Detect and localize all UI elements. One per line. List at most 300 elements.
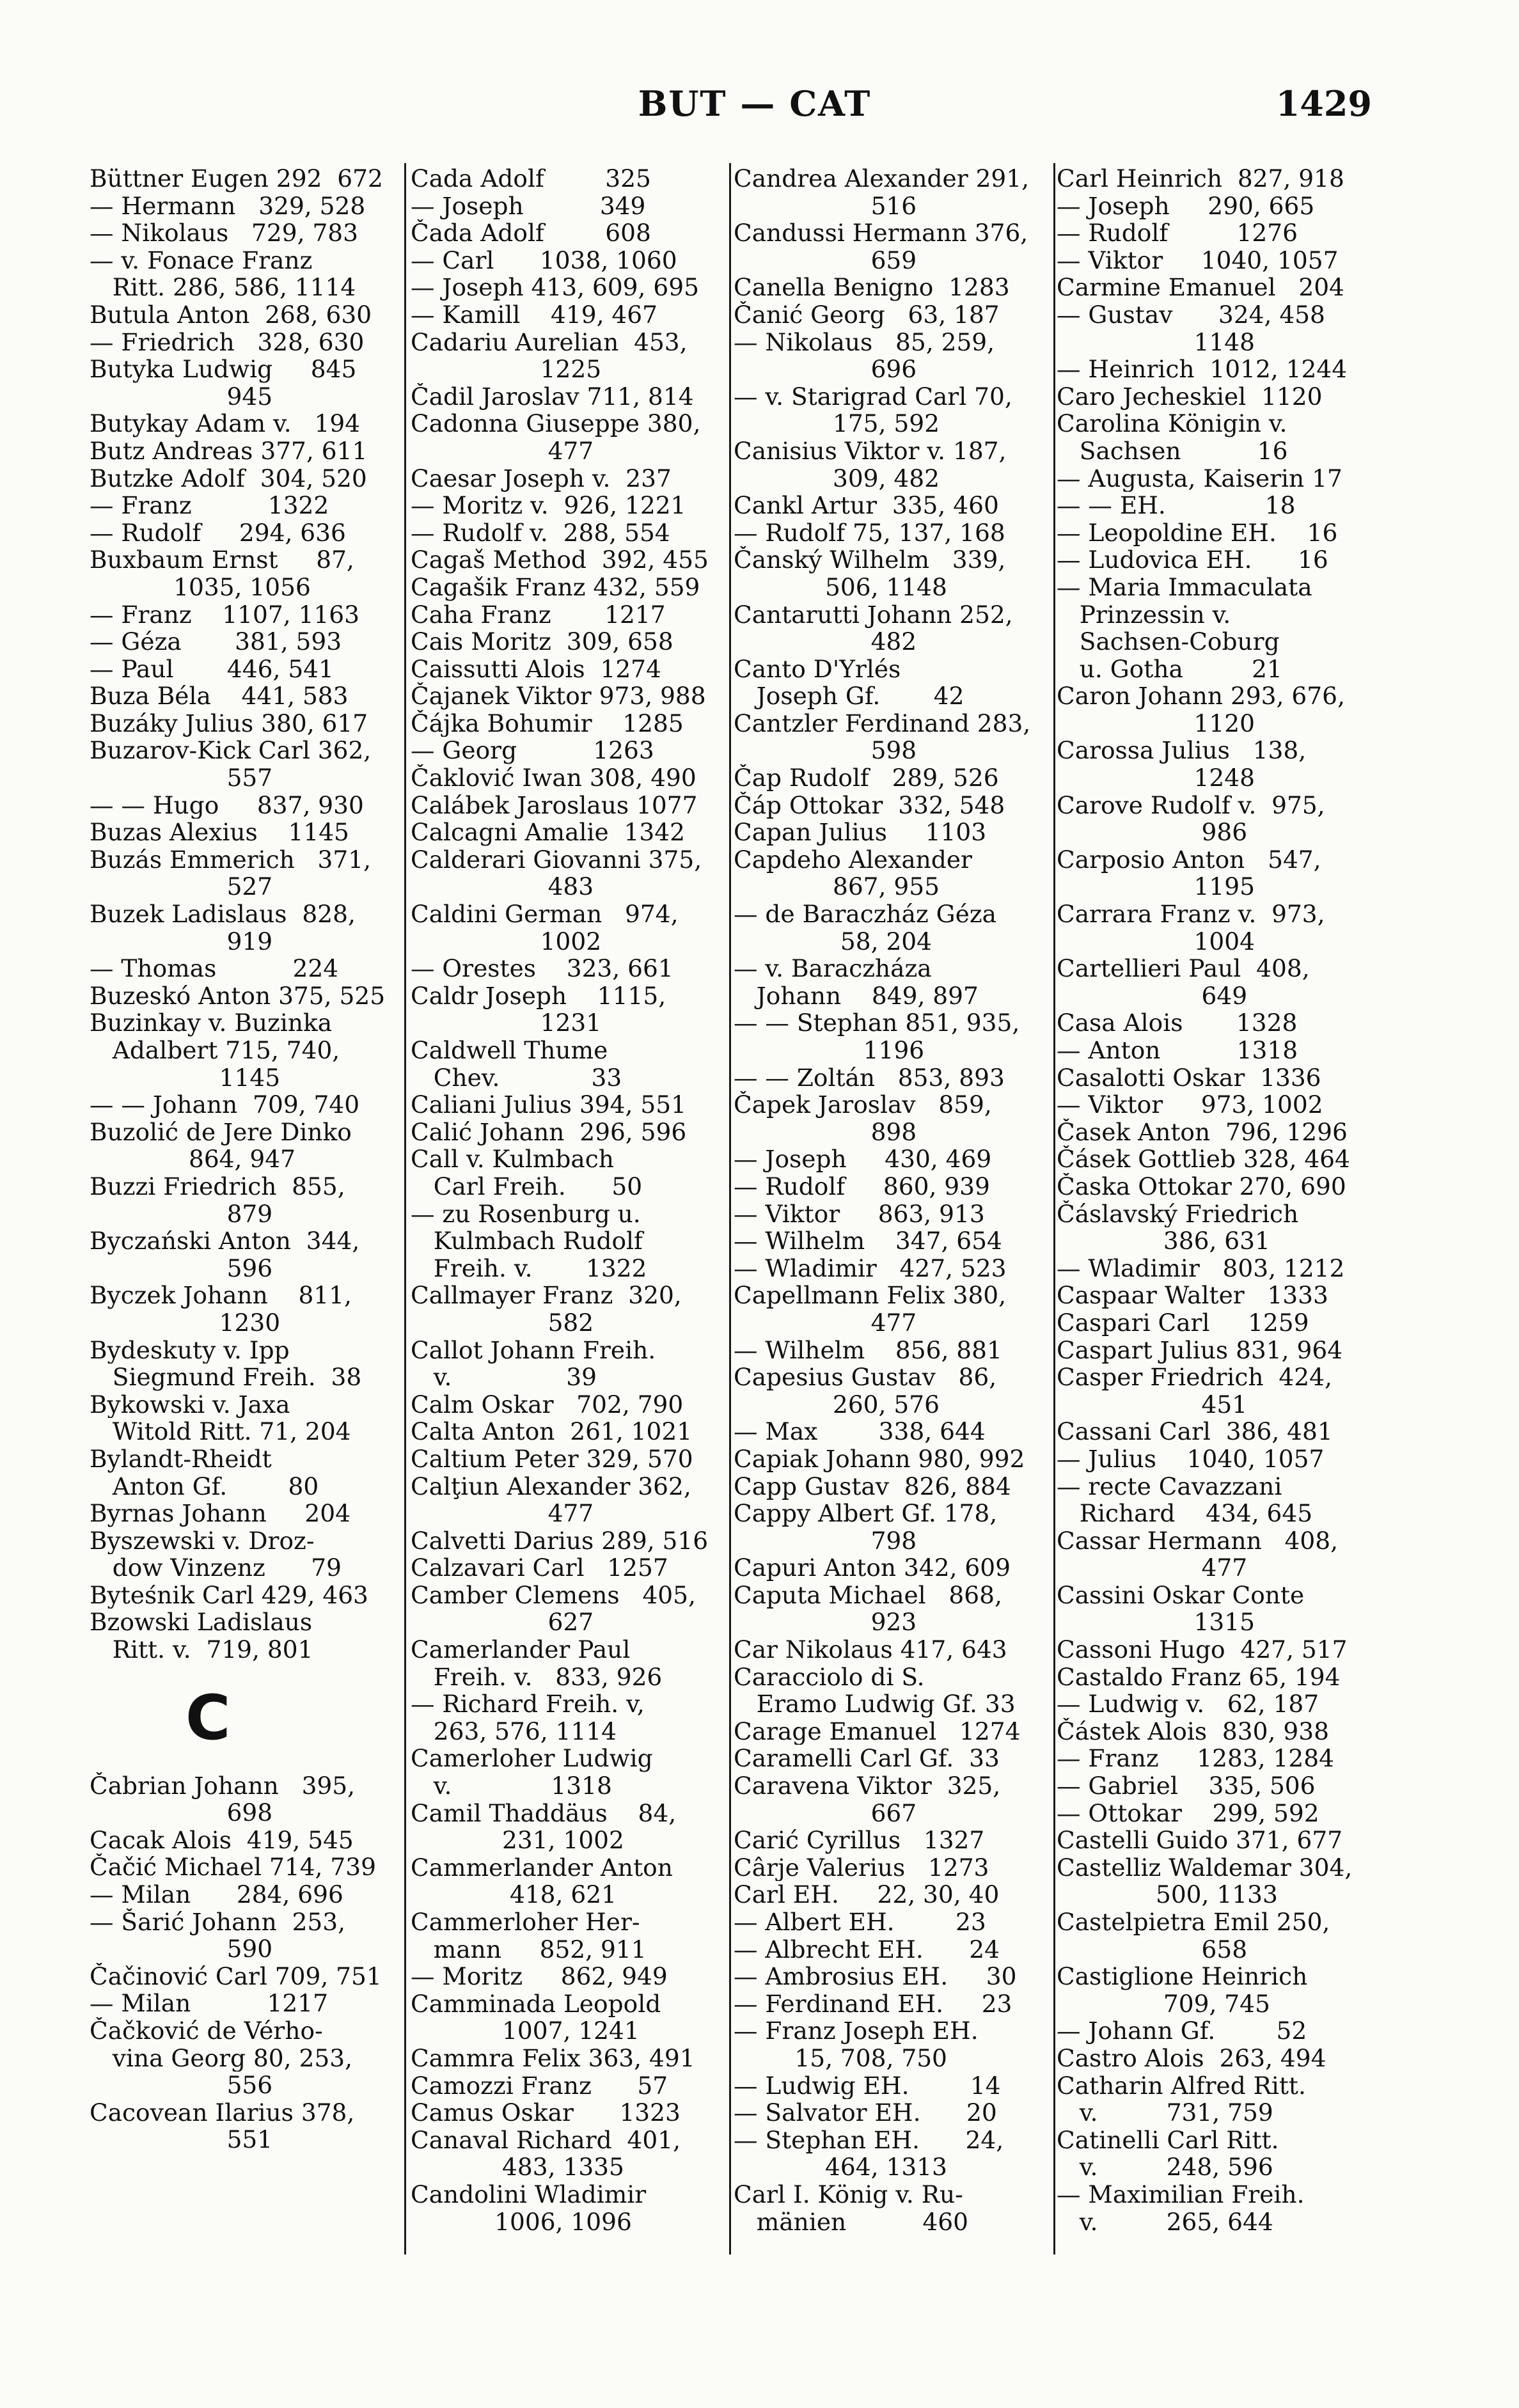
index-column-3 xyxy=(734,165,1046,2256)
index-entry-line: Cammra Felix 363, 491 xyxy=(411,2044,695,2072)
index-entry-line: — Friedrich 328, 630 xyxy=(90,328,365,356)
index-entry-line: v. 1318 xyxy=(411,1772,612,1800)
index-entry-line: 231, 1002 xyxy=(411,1827,624,1854)
index-entry-line: Call v. Kulmbach xyxy=(411,1145,614,1173)
index-entry-line: 1315 xyxy=(1057,1609,1255,1637)
index-entry-line: — Moritz 862, 949 xyxy=(411,1963,668,1990)
index-entry-line: Camerloher Ludwig xyxy=(411,1745,653,1773)
index-entry-line: 698 xyxy=(90,1799,273,1827)
index-entry-line: 260, 576 xyxy=(734,1390,940,1419)
index-entry-line: 263, 576, 1114 xyxy=(411,1717,617,1745)
index-entry-line: — Wladimir 803, 1212 xyxy=(1057,1254,1345,1282)
index-entry-line: — Franz 1322 xyxy=(90,492,329,519)
index-entry-line: Cantzler Ferdinand 283, xyxy=(734,709,1031,737)
index-entry-line: — Augusta, Kaiserin 17 xyxy=(1057,464,1342,492)
index-entry-line: Car Nikolaus 417, 643 xyxy=(734,1636,1007,1664)
index-entry-line: Carossa Julius 138, xyxy=(1057,737,1307,765)
index-entry-line: — — Hugo 837, 930 xyxy=(90,791,364,819)
index-entry-line: Bykowski v. Jaxa xyxy=(90,1390,290,1419)
index-entry-line: 386, 631 xyxy=(1057,1227,1270,1255)
index-entry-line: Casalotti Oskar 1336 xyxy=(1057,1064,1321,1092)
index-entry-line: — Johann Gf. 52 xyxy=(1057,2017,1307,2045)
index-entry-line: 1148 xyxy=(1057,328,1255,356)
index-entry-line: Carolina Königin v. xyxy=(1057,410,1287,437)
index-entry-line: Byszewski v. Droz- xyxy=(90,1527,315,1555)
index-entry-line: Calić Johann 296, 596 xyxy=(411,1118,687,1146)
index-entry-line: — de Baraczház Géza xyxy=(734,901,996,928)
index-column-1 xyxy=(90,165,400,2256)
index-entry-line: 582 xyxy=(411,1309,594,1337)
index-entry-line: Callot Johann Freih. xyxy=(411,1336,656,1364)
index-entry-line: Caldini German 974, xyxy=(411,901,679,928)
index-entry-line: 15, 708, 750 xyxy=(734,2044,947,2072)
index-entry-line: Calţiun Alexander 362, xyxy=(411,1472,691,1500)
index-entry-line: Caltium Peter 329, 570 xyxy=(411,1445,693,1473)
index-entry-line: 477 xyxy=(1057,1554,1248,1582)
index-entry-line: Byczański Anton 344, xyxy=(90,1227,360,1255)
index-entry-line: Buzarov-Kick Carl 362, xyxy=(90,737,372,765)
index-entry-line: Čásek Gottlieb 328, 464 xyxy=(1057,1145,1350,1173)
index-entry-line: Witold Ritt. 71, 204 xyxy=(90,1418,351,1445)
index-entry-line: Caramelli Carl Gf. 33 xyxy=(734,1745,1000,1773)
index-entry-line: 556 xyxy=(90,2072,273,2099)
index-entry-line: — Maria Immaculata xyxy=(1057,573,1312,601)
index-entry-line: Camozzi Franz 57 xyxy=(411,2072,668,2100)
index-entry-line: Capp Gustav 826, 884 xyxy=(734,1472,1011,1500)
index-entry-line: 482 xyxy=(734,628,917,656)
index-entry-line: Callmayer Franz 320, xyxy=(411,1282,682,1309)
index-column-2 xyxy=(411,165,723,2256)
index-entry-line: Byczek Johann 811, xyxy=(90,1282,352,1309)
index-entry-line: — Viktor 973, 1002 xyxy=(1057,1091,1323,1119)
index-entry-line: — Richard Freih. v, xyxy=(411,1690,645,1718)
index-entry-line: 464, 1313 xyxy=(734,2153,947,2181)
index-entry-line: — Rudolf 860, 939 xyxy=(734,1172,990,1200)
running-head: BUT — CAT xyxy=(638,83,872,124)
index-entry-line: Buzinkay v. Buzinka xyxy=(90,1009,333,1037)
index-entry-line: Carage Emanuel 1274 xyxy=(734,1717,1021,1745)
index-entry-line: Caissutti Alois 1274 xyxy=(411,655,661,683)
index-entry-line: Butz Andreas 377, 611 xyxy=(90,437,368,465)
index-entry-line: 649 xyxy=(1057,982,1248,1010)
index-entry-line: 451 xyxy=(1057,1390,1248,1419)
index-entry-line: Capellmann Felix 380, xyxy=(734,1282,1007,1309)
index-entry-line: Caspari Carl 1259 xyxy=(1057,1309,1309,1337)
index-entry-line: Castelli Guido 371, 677 xyxy=(1057,1827,1343,1854)
section-letter: C xyxy=(185,1681,231,1754)
index-entry-line: 598 xyxy=(734,737,917,765)
index-entry-line: 175, 592 xyxy=(734,410,940,437)
index-entry-line: 477 xyxy=(411,1500,594,1527)
index-entry-line: Čadil Jaroslav 711, 814 xyxy=(411,382,694,411)
index-entry-line: Sachsen-Coburg xyxy=(1057,628,1280,656)
index-entry-line: 596 xyxy=(90,1254,273,1282)
index-entry-line: — Maximilian Freih. xyxy=(1057,2180,1305,2208)
index-entry-line: 516 xyxy=(734,192,917,220)
index-entry-line: Časka Ottokar 270, 690 xyxy=(1057,1172,1346,1200)
index-entry-line: Cammerlander Anton xyxy=(411,1853,673,1882)
index-entry-line: 659 xyxy=(734,246,917,274)
index-entry-line: — Gabriel 335, 506 xyxy=(1057,1772,1316,1800)
index-entry-line: Cappy Albert Gf. 178, xyxy=(734,1500,998,1527)
index-entry-line: 506, 1148 xyxy=(734,573,947,601)
index-entry-line: Caro Jecheskiel 1120 xyxy=(1057,382,1323,411)
index-entry-line: — Milan 284, 696 xyxy=(90,1881,343,1908)
index-entry-line: 1145 xyxy=(90,1064,281,1092)
index-entry-line: Candrea Alexander 291, xyxy=(734,165,1030,193)
index-entry-line: Candolini Wladimir xyxy=(411,2180,647,2208)
index-entry-line: — Rudolf 294, 636 xyxy=(90,519,346,547)
index-entry-line: Calvetti Darius 289, 516 xyxy=(411,1527,709,1555)
index-entry-line: — Max 338, 644 xyxy=(734,1418,986,1445)
index-entry-line: Buxbaum Ernst 87, xyxy=(90,546,354,574)
index-entry-line: u. Gotha 21 xyxy=(1057,655,1282,683)
index-entry-line: Cadonna Giuseppe 380, xyxy=(411,410,701,437)
index-entry-line: Cassini Oskar Conte xyxy=(1057,1581,1305,1609)
index-entry-line: Butzke Adolf 304, 520 xyxy=(90,464,367,492)
index-entry-line: — Paul 446, 541 xyxy=(90,655,334,683)
index-entry-line: Castro Alois 263, 494 xyxy=(1057,2044,1326,2072)
index-entry-line: Caldwell Thume xyxy=(411,1037,608,1064)
index-entry-line: Richard 434, 645 xyxy=(1057,1500,1313,1527)
index-entry-line: Calta Anton 261, 1021 xyxy=(411,1418,693,1445)
index-entry-line: 696 xyxy=(734,356,917,383)
index-entry-line: 945 xyxy=(90,382,273,411)
index-entry-line: 1195 xyxy=(1057,873,1255,901)
index-entry-line: — Franz 1107, 1163 xyxy=(90,601,360,629)
index-entry-line: Carrara Franz v. 973, xyxy=(1057,901,1325,928)
index-entry-line: Čáp Ottokar 332, 548 xyxy=(734,791,1005,819)
index-entry-line: Cârje Valerius 1273 xyxy=(734,1853,989,1882)
index-entry-line: Cassar Hermann 408, xyxy=(1057,1527,1339,1555)
index-entry-line: — Joseph 413, 609, 695 xyxy=(411,274,699,301)
index-entry-line: 627 xyxy=(411,1609,594,1637)
index-entry-line: Bzowski Ladislaus xyxy=(90,1609,313,1637)
index-entry-line: 658 xyxy=(1057,1935,1248,1963)
index-entry-line: Sachsen 16 xyxy=(1057,437,1288,465)
index-entry-line: — v. Starigrad Carl 70, xyxy=(734,382,1012,411)
index-entry-line: Ritt. v. 719, 801 xyxy=(90,1636,313,1664)
index-entry-line: Kulmbach Rudolf xyxy=(411,1227,643,1255)
index-entry-line: Capdeho Alexander xyxy=(734,846,972,874)
index-entry-line: — Ambrosius EH. 30 xyxy=(734,1963,1017,1990)
index-entry-line: — Nikolaus 85, 259, xyxy=(734,328,995,356)
index-entry-line: Čanský Wilhelm 339, xyxy=(734,546,1006,574)
index-entry-line: Čabrian Johann 395, xyxy=(90,1772,356,1800)
index-entry-line: Buzáky Julius 380, 617 xyxy=(90,709,368,737)
index-entry-line: Buzzi Friedrich 855, xyxy=(90,1172,345,1200)
index-entry-line: 1225 xyxy=(411,356,602,383)
index-entry-line: — Thomas 224 xyxy=(90,955,339,982)
index-entry-line: Casper Friedrich 424, xyxy=(1057,1364,1332,1391)
index-entry-line: 1004 xyxy=(1057,927,1255,956)
index-entry-line: 309, 482 xyxy=(734,464,940,492)
index-entry-line: Capuri Anton 342, 609 xyxy=(734,1554,1011,1582)
page-number: 1429 xyxy=(1275,83,1372,124)
index-entry-line: Buzás Emmerich 371, xyxy=(90,846,372,874)
index-entry-line: Camerlander Paul xyxy=(411,1636,631,1664)
index-entry-line: 1035, 1056 xyxy=(90,573,311,601)
index-entry-line: Buzolić de Jere Dinko xyxy=(90,1118,352,1146)
index-entry-line: Cais Moritz 309, 658 xyxy=(411,628,673,656)
index-entry-line: — Heinrich 1012, 1244 xyxy=(1057,356,1348,383)
index-entry-line: Capesius Gustav 86, xyxy=(734,1364,997,1391)
index-column-4 xyxy=(1057,165,1381,2256)
index-entry-line: Caesar Joseph v. 237 xyxy=(411,464,672,492)
index-entry-line: — Hermann 329, 528 xyxy=(90,192,366,220)
index-entry-line: v. 248, 596 xyxy=(1057,2153,1273,2181)
index-entry-line: Camus Oskar 1323 xyxy=(411,2099,681,2127)
index-entry-line: Byrnas Johann 204 xyxy=(90,1500,350,1527)
index-entry-line: Cankl Artur 335, 460 xyxy=(734,492,999,519)
index-entry-line: 667 xyxy=(734,1799,917,1827)
index-entry-line: 1230 xyxy=(90,1309,281,1337)
index-entry-line: Cartellieri Paul 408, xyxy=(1057,955,1310,982)
index-entry-line: Cadariu Aurelian 453, xyxy=(411,328,688,356)
index-entry-line: — Leopoldine EH. 16 xyxy=(1057,519,1338,547)
index-entry-line: Čada Adolf 608 xyxy=(411,219,651,247)
index-entry-line: Caravena Viktor 325, xyxy=(734,1772,1001,1800)
index-entry-line: — Viktor 1040, 1057 xyxy=(1057,246,1339,274)
index-entry-line: v. 265, 644 xyxy=(1057,2208,1273,2236)
index-entry-line: Cassani Carl 386, 481 xyxy=(1057,1418,1333,1445)
index-entry-line: Canella Benigno 1283 xyxy=(734,274,1010,301)
index-entry-line: Čáslavský Friedrich xyxy=(1057,1200,1299,1228)
index-entry-line: Bydeskuty v. Ipp xyxy=(90,1336,290,1364)
index-entry-line: Caspart Julius 831, 964 xyxy=(1057,1336,1343,1364)
index-entry-line: Cacovean Ilarius 378, xyxy=(90,2098,355,2127)
index-entry-line: Čanić Georg 63, 187 xyxy=(734,301,1000,329)
index-entry-line: Bylandt-Rheidt xyxy=(90,1445,272,1473)
index-entry-line: — Orestes 323, 661 xyxy=(411,955,673,982)
index-entry-line: — Šarić Johann 253, xyxy=(90,1908,346,1936)
index-entry-line: Částek Alois 830, 938 xyxy=(1057,1717,1329,1745)
index-entry-line: — Albert EH. 23 xyxy=(734,1908,986,1936)
index-entry-line: Camil Thaddäus 84, xyxy=(411,1799,677,1827)
index-entry-line: Buzeskó Anton 375, 525 xyxy=(90,982,386,1010)
index-entry-line: — zu Rosenburg u. xyxy=(411,1200,641,1228)
index-entry-line: — Ludovica EH. 16 xyxy=(1057,546,1328,574)
index-entry-line: — Moritz v. 926, 1221 xyxy=(411,492,686,519)
index-entry-line: — Rudolf 1276 xyxy=(1057,219,1298,247)
index-entry-line: — Wladimir 427, 523 xyxy=(734,1254,1007,1282)
index-entry-line: — Ottokar 299, 592 xyxy=(1057,1799,1319,1827)
index-entry-line: Carl EH. 22, 30, 40 xyxy=(734,1881,1000,1908)
index-entry-line: — — Stephan 851, 935, xyxy=(734,1009,1020,1037)
index-entry-line: Carl Heinrich 827, 918 xyxy=(1057,165,1344,193)
index-entry-line: 986 xyxy=(1057,819,1248,846)
index-entry-line: 1248 xyxy=(1057,764,1255,792)
index-entry-line: Calderari Giovanni 375, xyxy=(411,846,702,874)
index-entry-line: 1002 xyxy=(411,927,602,956)
index-entry-line: Capiak Johann 980, 992 xyxy=(734,1445,1025,1473)
index-entry-line: Büttner Eugen 292 672 xyxy=(90,165,383,193)
index-entry-line: Calábek Jaroslaus 1077 xyxy=(411,791,698,819)
index-entry-line: Canaval Richard 401, xyxy=(411,2126,681,2154)
index-entry-line: Anton Gf. 80 xyxy=(90,1472,319,1500)
index-entry-line: Cassoni Hugo 427, 517 xyxy=(1057,1636,1348,1664)
index-entry-line: Johann 849, 897 xyxy=(734,982,979,1010)
index-entry-line: Butula Anton 268, 630 xyxy=(90,301,372,329)
index-entry-line: 879 xyxy=(90,1200,273,1228)
index-entry-line: Caliani Julius 394, 551 xyxy=(411,1091,686,1119)
index-entry-line: — Stephan EH. 24, xyxy=(734,2126,1004,2154)
index-entry-line: — Rudolf 75, 137, 168 xyxy=(734,519,1005,547)
index-entry-line: — Albrecht EH. 24 xyxy=(734,1935,1000,1963)
index-entry-line: Carl I. König v. Ru- xyxy=(734,2180,963,2208)
index-entry-line: — Franz Joseph EH. xyxy=(734,2017,979,2045)
index-entry-line: Calcagni Amalie 1342 xyxy=(411,819,685,846)
index-entry-line: Calzavari Carl 1257 xyxy=(411,1554,668,1582)
index-entry-line: 557 xyxy=(90,764,273,792)
index-entry-line: 1007, 1241 xyxy=(411,2017,640,2045)
index-entry-line: Carmine Emanuel 204 xyxy=(1057,274,1344,301)
index-entry-line: Caputa Michael 868, xyxy=(734,1581,1002,1609)
index-entry-line: — v. Baraczháza xyxy=(734,955,932,982)
index-entry-line: Capan Julius 1103 xyxy=(734,819,987,846)
index-entry-line: — Ludwig v. 62, 187 xyxy=(1057,1690,1319,1718)
index-entry-line: Freih. v. 833, 926 xyxy=(411,1663,663,1691)
index-entry-line: 923 xyxy=(734,1609,917,1637)
index-entry-line: 1196 xyxy=(734,1037,925,1064)
index-entry-line: 798 xyxy=(734,1527,917,1555)
index-entry-line: Caha Franz 1217 xyxy=(411,601,666,629)
index-entry-line: — Salvator EH. 20 xyxy=(734,2099,997,2127)
index-entry-line: mann 852, 911 xyxy=(411,1935,647,1963)
index-entry-line: Caron Johann 293, 676, xyxy=(1057,682,1345,710)
index-entry-line: — Joseph 430, 469 xyxy=(734,1145,992,1173)
index-entry-line: Chev. 33 xyxy=(411,1064,622,1092)
index-entry-line: 919 xyxy=(90,927,273,956)
index-entry-line: — — Johann 709, 740 xyxy=(90,1091,360,1119)
index-entry-line: Siegmund Freih. 38 xyxy=(90,1364,362,1391)
index-entry-line: Čap Rudolf 289, 526 xyxy=(734,764,999,792)
index-entry-line: Candussi Hermann 376, xyxy=(734,219,1028,247)
index-entry-line: Buza Béla 441, 583 xyxy=(90,682,349,710)
index-entry-line: mänien 460 xyxy=(734,2208,968,2236)
index-entry-line: Catinelli Carl Ritt. xyxy=(1057,2126,1279,2154)
index-entry-line: — Wilhelm 856, 881 xyxy=(734,1336,1002,1364)
index-entry-line: Eramo Ludwig Gf. 33 xyxy=(734,1690,1016,1718)
index-entry-line: — Wilhelm 347, 654 xyxy=(734,1227,1002,1255)
index-entry-line: Cammerloher Her- xyxy=(411,1908,640,1936)
index-entry-line: — Carl 1038, 1060 xyxy=(411,246,677,274)
index-entry-line: 898 xyxy=(734,1118,917,1146)
index-entry-line: 527 xyxy=(90,873,273,901)
index-entry-line: vina Georg 80, 253, xyxy=(90,2044,352,2072)
index-entry-line: 483, 1335 xyxy=(411,2153,624,2181)
index-entry-line: v. 731, 759 xyxy=(1057,2099,1273,2127)
index-entry-line: 590 xyxy=(90,1935,273,1963)
index-entry-line: — Viktor 863, 913 xyxy=(734,1200,985,1228)
index-entry-line: Cantarutti Johann 252, xyxy=(734,601,1013,629)
index-entry-line: Carl Freih. 50 xyxy=(411,1172,643,1200)
index-entry-line: 709, 745 xyxy=(1057,1990,1270,2018)
index-entry-line: — Joseph 349 xyxy=(411,192,646,220)
index-entry-line: 477 xyxy=(411,437,594,465)
index-entry-line: Caracciolo di S. xyxy=(734,1663,925,1691)
index-entry-line: — Georg 1263 xyxy=(411,737,654,765)
index-entry-line: Čaklović Iwan 308, 490 xyxy=(411,764,697,792)
index-columns xyxy=(90,165,1381,2256)
index-entry-line: — recte Cavazzani xyxy=(1057,1472,1282,1500)
index-entry-line: — Nikolaus 729, 783 xyxy=(90,219,359,247)
index-entry-line: 551 xyxy=(90,2126,273,2153)
index-entry-line: Carove Rudolf v. 975, xyxy=(1057,791,1325,819)
index-entry-line: Čačić Michael 714, 739 xyxy=(90,1853,376,1882)
index-entry-line: Čájka Bohumir 1285 xyxy=(411,709,684,737)
index-entry-line: — Gustav 324, 458 xyxy=(1057,301,1325,329)
index-entry-line: 477 xyxy=(734,1309,917,1337)
index-entry-line: Cada Adolf 325 xyxy=(411,165,651,193)
index-entry-line: Calm Oskar 702, 790 xyxy=(411,1390,684,1419)
index-entry-line: Joseph Gf. 42 xyxy=(734,682,964,710)
index-entry-line: Casa Alois 1328 xyxy=(1057,1009,1298,1037)
index-entry-line: — Anton 1318 xyxy=(1057,1037,1298,1064)
index-entry-line: Cagaš Method 392, 455 xyxy=(411,546,709,574)
index-entry-line: — — Zoltán 853, 893 xyxy=(734,1064,1005,1092)
index-entry-line: 1231 xyxy=(411,1009,602,1037)
index-entry-line: dow Vinzenz 79 xyxy=(90,1554,342,1582)
index-entry-line: 864, 947 xyxy=(90,1145,295,1173)
index-entry-line: Ritt. 286, 586, 1114 xyxy=(90,274,356,301)
index-entry-line: Byteśnik Carl 429, 463 xyxy=(90,1581,368,1609)
index-entry-line: Freih. v. 1322 xyxy=(411,1254,647,1282)
index-entry-line: 500, 1133 xyxy=(1057,1881,1278,1908)
index-entry-line: Caspaar Walter 1333 xyxy=(1057,1282,1328,1309)
index-entry-line: 1120 xyxy=(1057,709,1255,737)
index-entry-line: — Julius 1040, 1057 xyxy=(1057,1445,1325,1473)
index-entry-line: 483 xyxy=(411,873,594,901)
index-entry-line: — Joseph 290, 665 xyxy=(1057,192,1315,220)
index-entry-line: Adalbert 715, 740, xyxy=(90,1037,340,1064)
index-entry-line: Buzas Alexius 1145 xyxy=(90,819,349,846)
index-entry-line: Butykay Adam v. 194 xyxy=(90,410,361,437)
index-entry-line: v. 39 xyxy=(411,1364,597,1391)
index-entry-line: — Rudolf v. 288, 554 xyxy=(411,519,670,547)
index-entry-line: Prinzessin v. xyxy=(1057,601,1231,629)
index-entry-line: Castelliz Waldemar 304, xyxy=(1057,1853,1353,1882)
page-header xyxy=(0,83,1519,141)
index-entry-line: Butyka Ludwig 845 xyxy=(90,356,357,383)
index-entry-line: Catharin Alfred Ritt. xyxy=(1057,2072,1306,2100)
index-entry-line: Časek Anton 796, 1296 xyxy=(1057,1118,1348,1146)
index-entry-line: Camminada Leopold xyxy=(411,1990,661,2018)
index-entry-line: 58, 204 xyxy=(734,927,933,956)
index-entry-line: — Ferdinand EH. 23 xyxy=(734,1990,1012,2018)
index-entry-line: Caldr Joseph 1115, xyxy=(411,982,666,1010)
index-entry-line: — Milan 1217 xyxy=(90,1990,328,2017)
index-entry-line: Čačković de Vérho- xyxy=(90,2017,323,2045)
index-entry-line: Camber Clemens 405, xyxy=(411,1581,696,1609)
index-entry-line: — — EH. 18 xyxy=(1057,492,1296,519)
index-entry-line: — Ludwig EH. 14 xyxy=(734,2072,1001,2100)
index-entry-line: Čapek Jaroslav 859, xyxy=(734,1091,992,1119)
index-entry-line: Canto D'Yrlés xyxy=(734,655,901,683)
index-entry-line: 867, 955 xyxy=(734,873,940,901)
index-entry-line: — Géza 381, 593 xyxy=(90,628,342,656)
index-entry-line: Carić Cyrillus 1327 xyxy=(734,1827,985,1854)
index-entry-line: Castelpietra Emil 250, xyxy=(1057,1908,1330,1936)
index-entry-line: Buzek Ladislaus 828, xyxy=(90,901,356,928)
index-entry-line: Cacak Alois 419, 545 xyxy=(90,1826,354,1854)
index-entry-line: Castaldo Franz 65, 194 xyxy=(1057,1663,1341,1691)
index-entry-line: Cagašik Franz 432, 559 xyxy=(411,573,700,601)
index-entry-line: — v. Fonace Franz xyxy=(90,246,313,274)
index-entry-line: Carposio Anton 547, xyxy=(1057,846,1321,874)
index-entry-line: Čačinović Carl 709, 751 xyxy=(90,1962,382,1990)
index-entry-line: 418, 621 xyxy=(411,1881,617,1908)
